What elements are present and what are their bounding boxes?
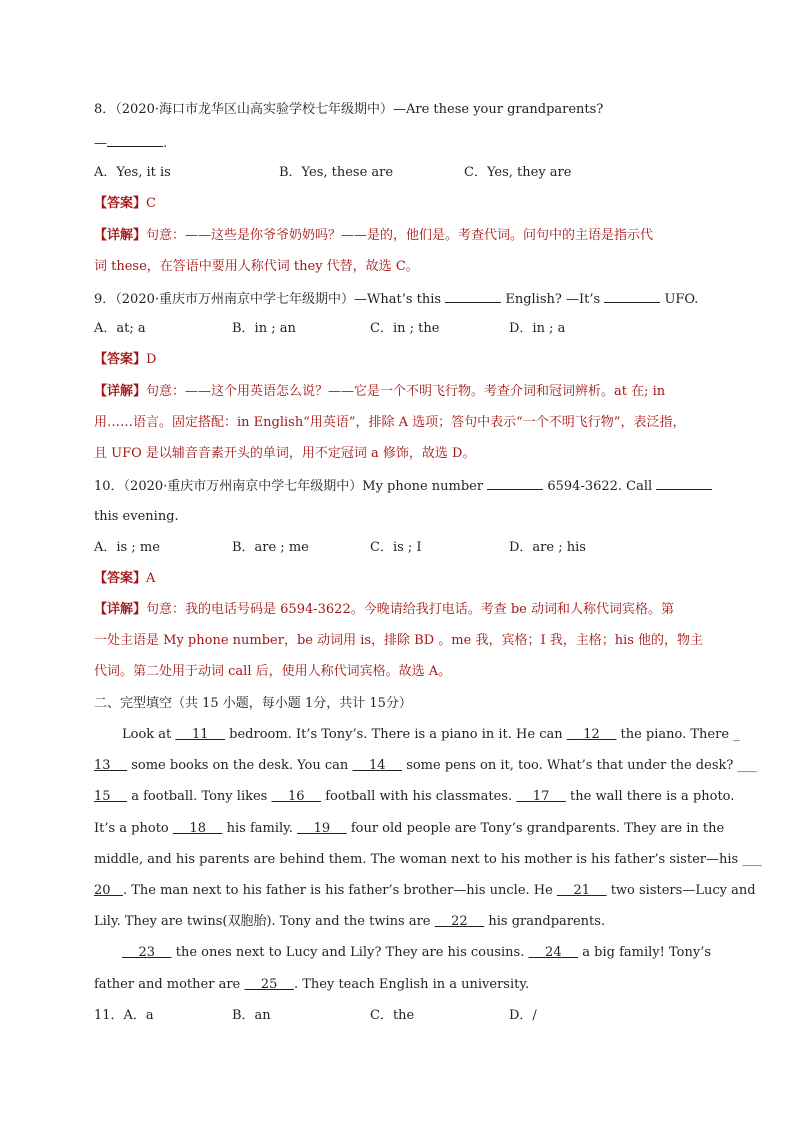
blank-15: 15 — [94, 789, 111, 804]
q11-option-a: 11．A．a — [94, 1008, 154, 1023]
blank-line — [604, 290, 660, 303]
q9-option-b: B．in ; an — [232, 321, 296, 336]
blank-line — [107, 134, 163, 147]
blank-12: 12 — [583, 727, 600, 742]
q9-detail-line-3: 且 UFO 是以辅音音素开头的单词，用不定冠词 a 修饰，故选 D。 — [94, 446, 476, 461]
q9-stem: 9．（2020·重庆市万州南京中学七年级期中）—What’s this English? —It’s UFO. — [94, 292, 699, 307]
passage-line-2: 13 some books on the desk. You can 14 some pens on it, too. What’s that under the desk? ___ — [94, 758, 757, 773]
q8-detail-line-1: 【详解】句意：——这些是你爷爷奶奶吗？——是的，他们是。考查代词。问句中的主语是指示代 — [94, 228, 654, 243]
section-heading: 二、完型填空（共 15 小题，每小题 1分，共计 15分） — [94, 696, 412, 711]
blank-13: 13 — [94, 758, 111, 773]
passage-line-4: It’s a photo 18 his family. 19 four old people are Tony’s grandparents. They are in the — [94, 821, 725, 836]
q10-option-a: A．is ; me — [94, 540, 160, 555]
q10-stem-cont: this evening. — [94, 509, 179, 524]
passage-line-3: 15 a football. Tony likes 16 football with his classmates. 17 the wall there is a photo. — [94, 789, 735, 804]
blank-24: 24 — [545, 945, 562, 960]
q9-detail-line-2: 用……语言。固定搭配：in English“用英语”，排除 A 选项；答句中表示“一个不明飞行物”，表泛指， — [94, 415, 686, 430]
q10-option-c: C．is ; I — [370, 540, 422, 555]
blank-20: 20 — [94, 883, 111, 898]
q8-option-a: A．Yes, it is — [94, 165, 171, 180]
blank-25: 25 — [260, 977, 278, 992]
blank-14: 14 — [368, 758, 386, 773]
blank-19: 19 — [313, 821, 331, 836]
passage-line-8: 23 the ones next to Lucy and Lily? They are his cousins. 24 a big family! Tony’s — [122, 945, 711, 961]
blank-line — [487, 477, 543, 490]
q10-detail-line-3: 代词。第二处用于动词 call 后，使用人称代词宾格。故选 A。 — [94, 664, 452, 679]
q8-option-c: C．Yes, they are — [464, 165, 572, 180]
q10-option-b: B．are ; me — [232, 540, 309, 555]
q10-detail-line-1: 【详解】句意：我的电话号码是 6594-3622。今晚请给我打电话。考查 be 动词和人称代词宾格。第 — [94, 602, 674, 617]
q8-stem: 8．（2020·海口市龙华区山高实验学校七年级期中）—Are these your grandparents? — [94, 102, 604, 117]
q9-option-c: C．in ; the — [370, 321, 440, 336]
q8-answer: 【答案】C — [94, 196, 156, 211]
q10-stem: 10．（2020·重庆市万州南京中学七年级期中）My phone number 6594-3622. Call — [94, 477, 712, 495]
q10-answer: 【答案】A — [94, 571, 156, 586]
q8-detail-line-2: 词 these，在答语中要用人称代词 they 代替，故选 C。 — [94, 259, 419, 274]
q10-detail-line-2: 一处主语是 My phone number，be 动词用 is，排除 BD 。me 我，宾格；I 我，主格；his 他的，物主 — [94, 633, 704, 648]
blank-16: 16 — [288, 789, 305, 804]
passage-line-9: father and mother are 25 . They teach English in a university. — [94, 977, 530, 992]
blank-21: 21 — [573, 883, 591, 898]
q11-option-b: B．an — [232, 1008, 271, 1023]
blank-11: 11 — [191, 727, 209, 742]
passage-line-5: middle, and his parents are behind them. The woman next to his mother is his father’s sister—his ___ — [94, 852, 762, 867]
q8-answer-blank: — . — [94, 136, 168, 151]
q8-option-b: B．Yes, these are — [279, 165, 394, 180]
passage-line-1: Look at 11 bedroom. It’s Tony’s. There is a piano in it. He can 12 the piano. There _ — [122, 727, 740, 742]
blank-17: 17 — [532, 789, 550, 804]
passage-line-6: 20 . The man next to his father is his father’s brother—his uncle. He 21 two sisters—Lucy and — [94, 883, 756, 898]
blank-line — [656, 477, 712, 490]
blank-line — [445, 290, 501, 303]
q11-option-d: D．/ — [509, 1008, 537, 1023]
blank-18: 18 — [189, 821, 206, 836]
q9-option-d: D．in ; a — [509, 321, 566, 336]
blank-23: 23 — [138, 945, 156, 960]
blank-22: 22 — [451, 914, 468, 929]
q9-detail-line-1: 【详解】句意：——这个用英语怎么说？——它是一个不明飞行物。考查介词和冠词辨析。at 在; in — [94, 384, 666, 399]
q9-option-a: A．at; a — [94, 321, 146, 336]
passage-line-7: Lily. They are twins(双胞胎). Tony and the twins are 22 his grandparents. — [94, 914, 606, 929]
q11-option-c: C．the — [370, 1008, 415, 1023]
q9-answer: 【答案】D — [94, 352, 157, 367]
q10-option-d: D．are ; his — [509, 540, 586, 555]
